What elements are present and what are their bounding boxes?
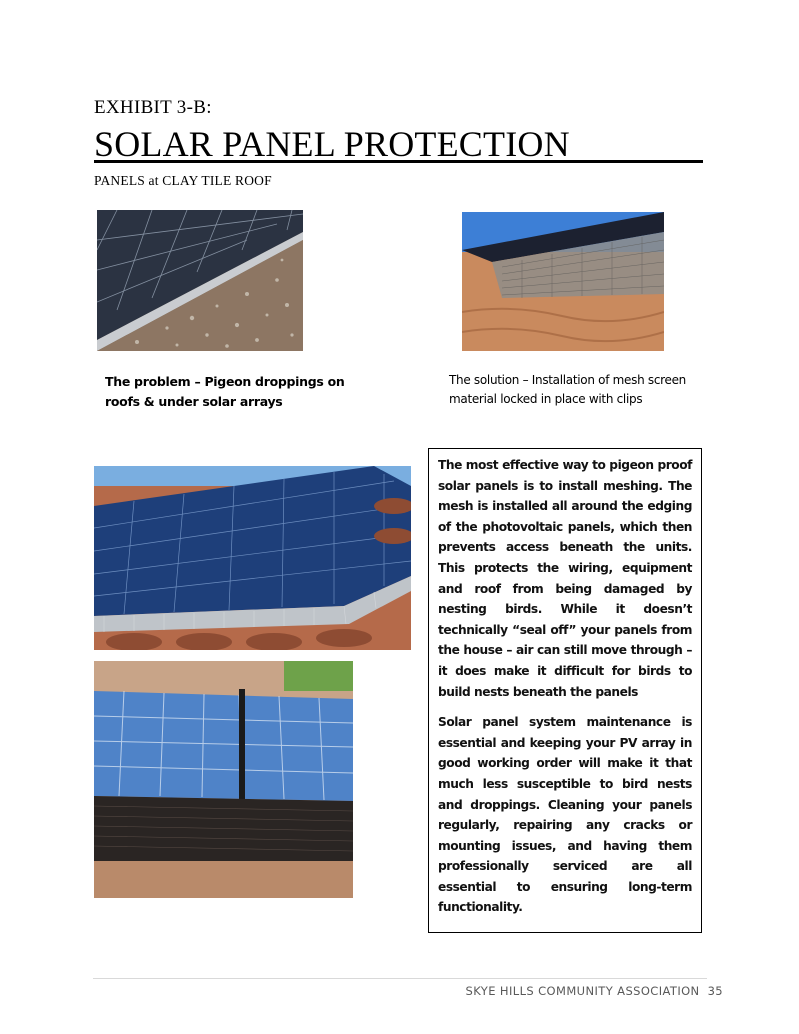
page-title: SOLAR PANEL PROTECTION: [94, 124, 570, 164]
maintenance-paragraph: Solar panel system maintenance is essential and keeping your PV array in good working order will make it that much less susceptible to bird nests and droppings. Cleaning your panels regularly, repairing any cracks or mounting issues, and having them professionally serviced are all essential to ensuring long-term functionality.: [438, 715, 692, 915]
problem-caption: The problem – Pigeon droppings on roofs & under solar arrays: [105, 374, 345, 409]
meshing-paragraph: The most effective way to pigeon proof solar panels is to install meshing. The mesh is installed all around the edging of the photovoltaic panels, which then prevents access beneath the units. This protects the wiring, equipment and roof from being damaged by nesting birds. While it doesn’t technically “seal off” your panels from the house – air can still move through – it does make it difficult for birds to build nests beneath the panels: [438, 458, 692, 699]
page-number: 35: [707, 984, 723, 998]
info-textbox: [428, 448, 702, 933]
photo-panels-clay-tile: [94, 466, 411, 650]
title-underline: [94, 160, 703, 163]
page-footer: [466, 984, 723, 998]
exhibit-label: EXHIBIT 3-B:: [94, 97, 212, 118]
page-subtitle: PANELS at CLAY TILE ROOF: [94, 173, 272, 188]
photo-mesh-solution: [462, 212, 664, 351]
photo-pigeon-droppings: [97, 210, 303, 351]
photo-panels-black-mesh: [94, 661, 353, 898]
footer-organization: SKYE HILLS COMMUNITY ASSOCIATION: [465, 984, 700, 998]
solution-caption: The solution – Installation of mesh screen material locked in place with clips: [449, 373, 686, 406]
footer-divider: [93, 978, 707, 979]
